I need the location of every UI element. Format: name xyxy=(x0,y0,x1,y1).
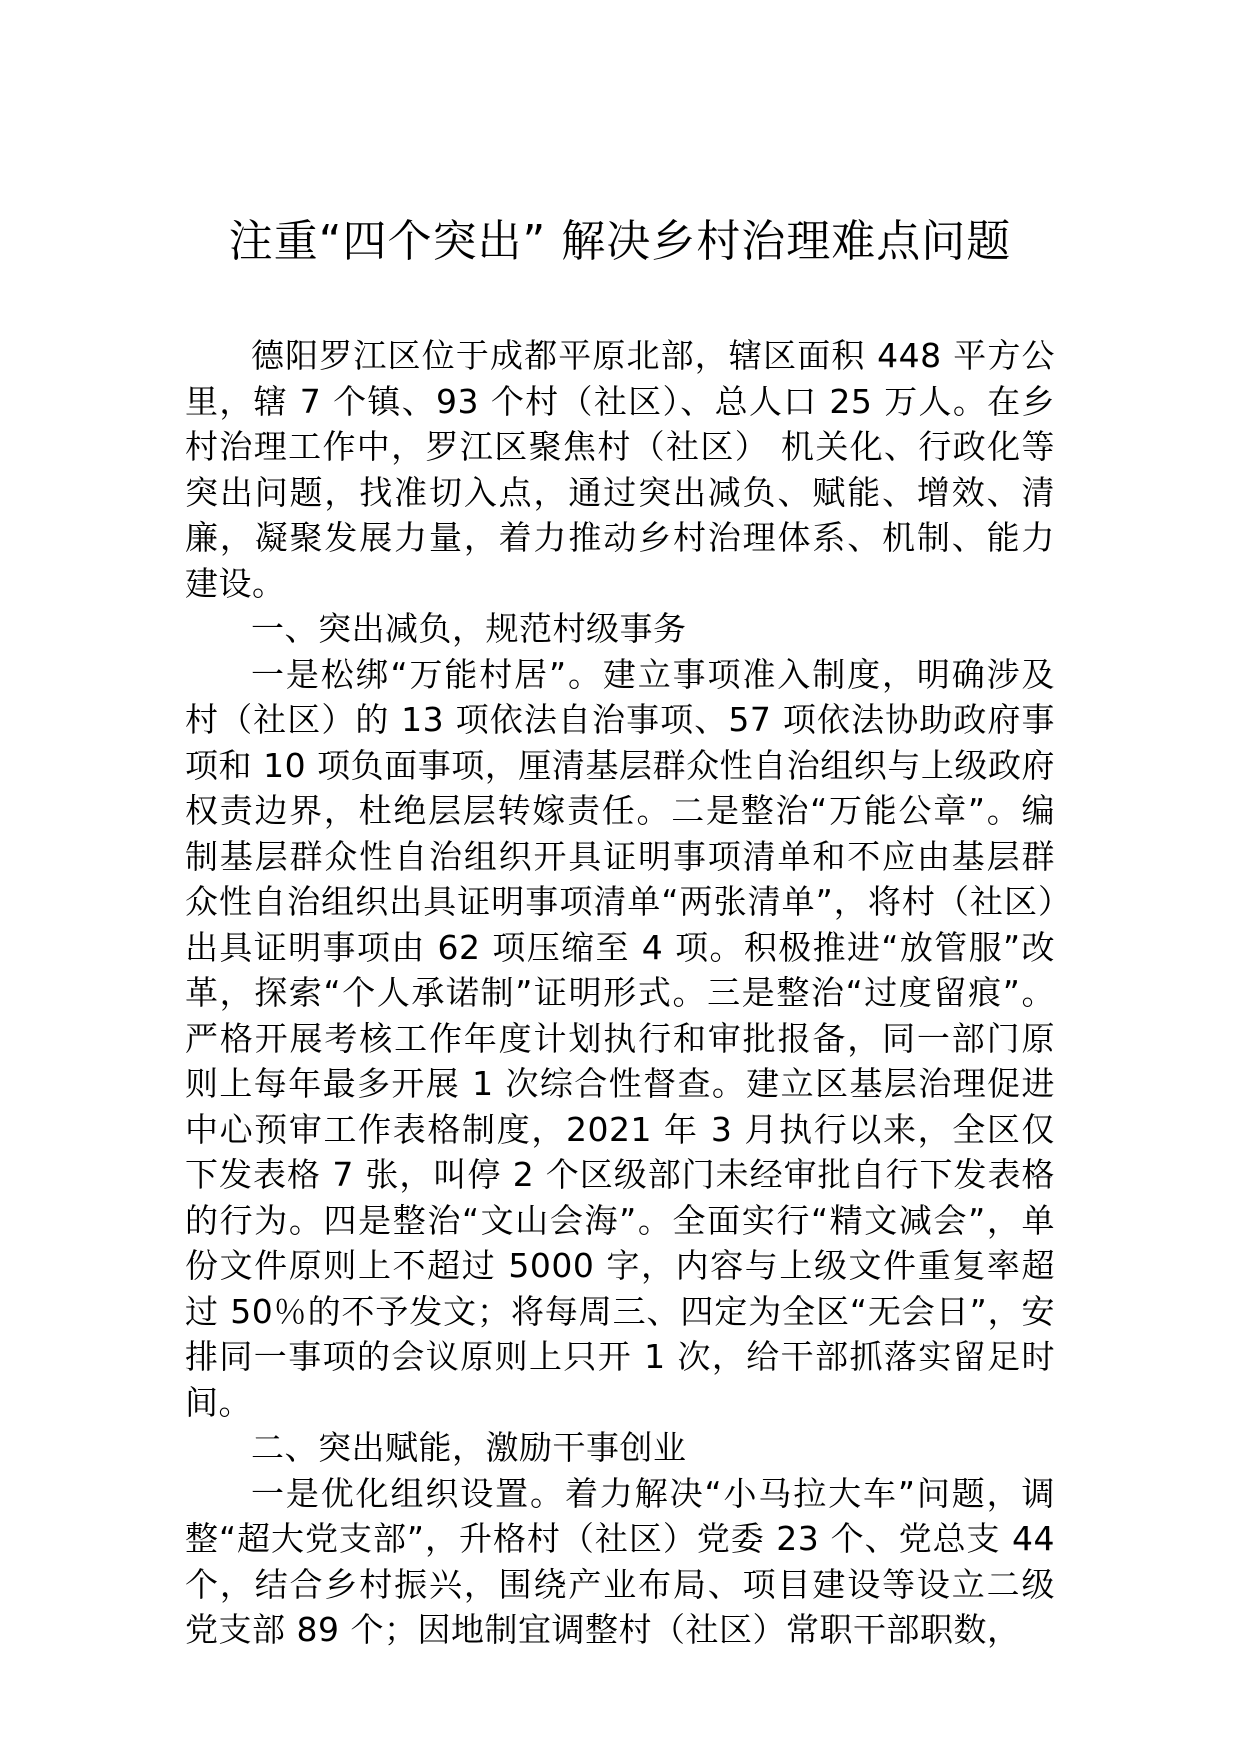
document-title: 注重“四个突出” 解决乡村治理难点问题 xyxy=(228,216,1012,267)
document-body xyxy=(185,333,1055,1653)
section-1-paragraph: 一是松绑“万能村居”。建立事项准入制度，明确涉及村（社区）的 13 项依法自治事项、57 项依法协助政府事项和 10 项负面事项，厘清基层群众性自治组织与上级政府权责边界，杜绝层层转嫁责任。二是整治“万能公章”。编制基层群众性自治组织开具证明事项清单和不应由基层群众性自治组织出具证明事项清单“两张清单”，将村（社区）出具证明事项由 62 项压缩至 4 项。积极推进“放管服”改革，探索“个人承诺制”证明形式。三是整治“过度留痕”。严格开展考核工作年度计划执行和审批报备，同一部门原则上每年最多开展 1 次综合性督查。建立区基层治理促进中心预审工作表格制度，2021 年 3 月执行以来，全区仅下发表格 7 张，叫停 2 个区级部门未经审批自行下发表格的行为。四是整治“文山会海”。全面实行“精文减会”，单份文件原则上不超过 5000 字，内容与上级文件重复率超过 50％的不予发文；将每周三、四定为全区“无会日”，安排同一事项的会议原则上只开 1 次，给干部抓落实留足时间。 xyxy=(185,654,1055,1422)
intro-paragraph: 德阳罗江区位于成都平原北部，辖区面积 448 平方公里，辖 7 个镇、93 个村（社区）、总人口 25 万人。在乡村治理工作中，罗江区聚焦村（社区） 机关化、行政化等突出问题，找准切入点，通过突出减负、赋能、增效、清廉，凝聚发展力量，着力推动乡村治理体系、机制、能力建设。 xyxy=(185,336,1055,603)
section-1-heading: 一、突出减负，规范村级事务 xyxy=(251,609,687,648)
section-2-paragraph: 一是优化组织设置。着力解决“小马拉大车”问题，调整“超大党支部”，升格村（社区）党委 23 个、党总支 44 个，结合乡村振兴，围绕产业布局、项目建设等设立二级党支部 89 个；因地制宜调整村（社区）常职干部职数， xyxy=(185,1473,1055,1649)
section-2-heading: 二、突出赋能，激励干事创业 xyxy=(251,1428,687,1467)
